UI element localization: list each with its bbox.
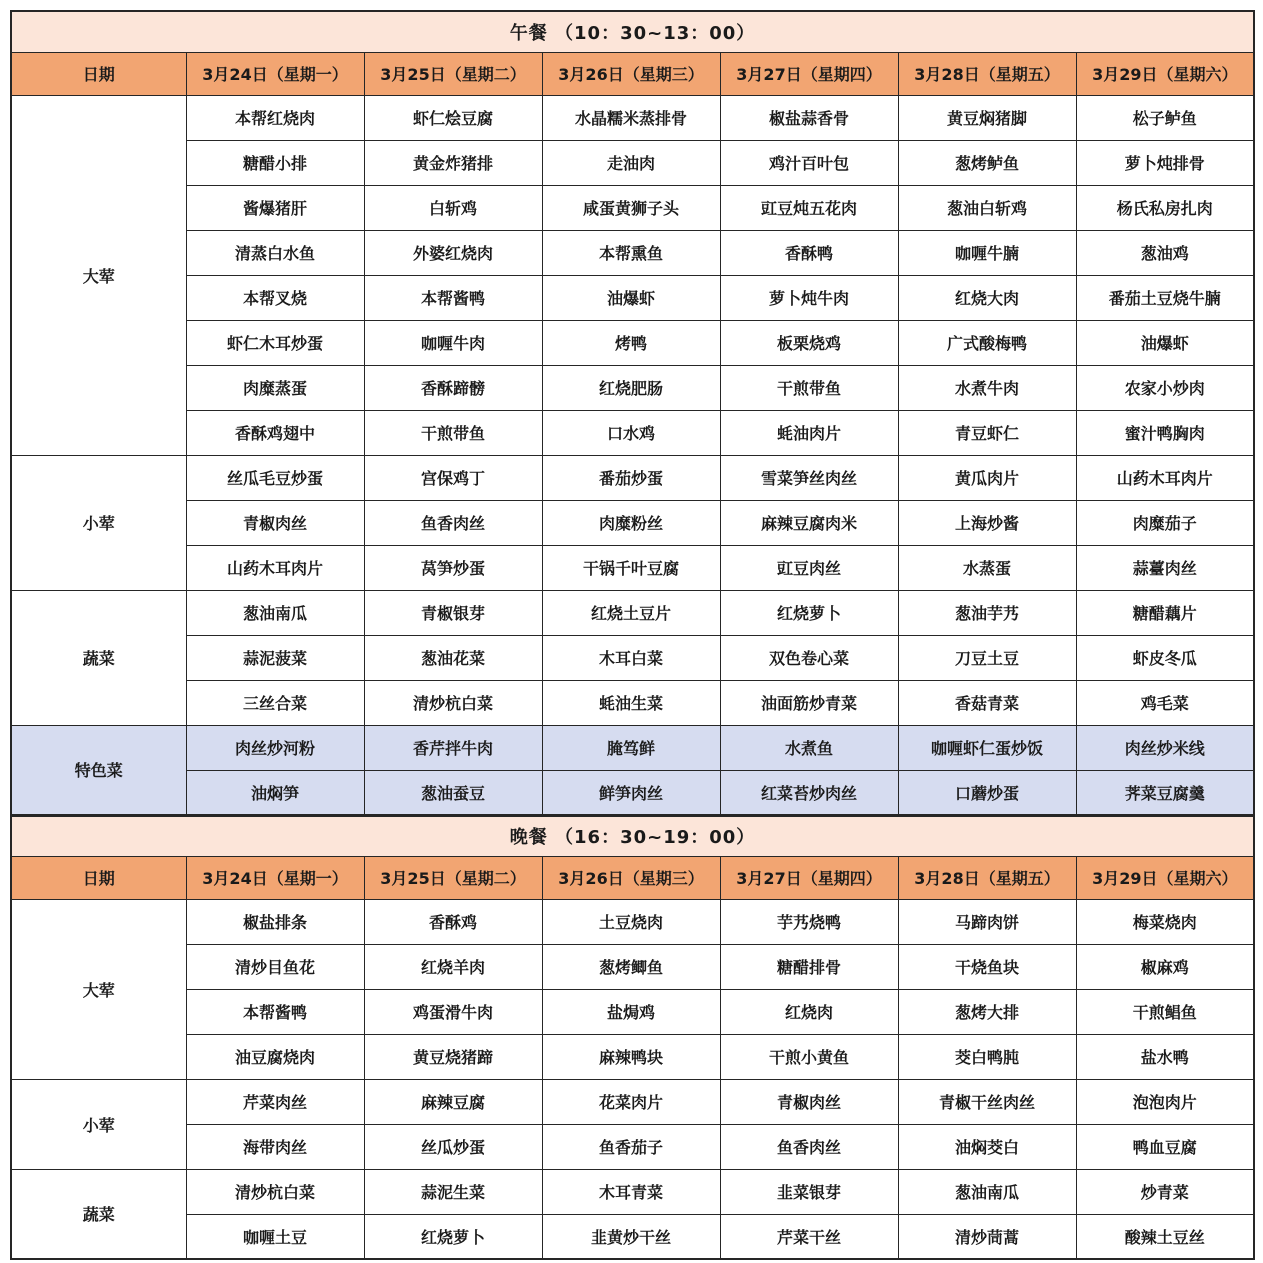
dish-cell: 咖喱牛肉: [364, 320, 542, 365]
category-label-cell: 大荤: [11, 95, 186, 455]
category-label-cell: 小荤: [11, 455, 186, 590]
day-header-cell: 3月27日（星期四）: [720, 856, 898, 899]
dish-cell: 葱油花菜: [364, 635, 542, 680]
dish-cell: 蚝油生菜: [542, 680, 720, 725]
meal-title: 晚餐 （16：30~19：00）: [11, 815, 1254, 856]
dish-cell: 豇豆炖五花肉: [720, 185, 898, 230]
dish-cell: 广式酸梅鸭: [898, 320, 1076, 365]
menu-row: [11, 500, 1254, 545]
dish-cell: 宫保鸡丁: [364, 455, 542, 500]
dish-cell: 泡泡肉片: [1076, 1079, 1254, 1124]
menu-row: [11, 944, 1254, 989]
menu-row: [11, 275, 1254, 320]
dish-cell: 红烧羊肉: [364, 944, 542, 989]
dish-cell: 双色卷心菜: [720, 635, 898, 680]
dish-cell: 青椒肉丝: [186, 500, 364, 545]
dish-cell: 木耳青菜: [542, 1169, 720, 1214]
dish-cell: 板栗烧鸡: [720, 320, 898, 365]
menu-row: [11, 95, 1254, 140]
menu-table-body: [11, 11, 1254, 1259]
dish-cell: 干煎小黄鱼: [720, 1034, 898, 1079]
dish-cell: 酸辣土豆丝: [1076, 1214, 1254, 1259]
dish-cell: 木耳白菜: [542, 635, 720, 680]
dish-cell: 蒜泥菠菜: [186, 635, 364, 680]
dish-cell: 水煮牛肉: [898, 365, 1076, 410]
dish-cell: 蒜泥生菜: [364, 1169, 542, 1214]
dish-cell: 青椒银芽: [364, 590, 542, 635]
dish-cell: 本帮熏鱼: [542, 230, 720, 275]
dish-cell: 本帮叉烧: [186, 275, 364, 320]
dish-cell: 肉糜茄子: [1076, 500, 1254, 545]
dish-cell: 鸡毛菜: [1076, 680, 1254, 725]
dish-cell: 芋艿烧鸭: [720, 899, 898, 944]
dish-cell: 干煎带鱼: [720, 365, 898, 410]
menu-row: [11, 365, 1254, 410]
dish-cell: 上海炒酱: [898, 500, 1076, 545]
dish-cell: 咖喱牛腩: [898, 230, 1076, 275]
meal-title-row: [11, 815, 1254, 856]
dish-cell: 茭白鸭肫: [898, 1034, 1076, 1079]
dish-cell: 椒盐排条: [186, 899, 364, 944]
dish-cell: 萝卜炖牛肉: [720, 275, 898, 320]
dish-cell: 韭黄炒干丝: [542, 1214, 720, 1259]
dish-cell: 虾仁烩豆腐: [364, 95, 542, 140]
dish-cell: 葱油蚕豆: [364, 770, 542, 815]
dish-cell: 香菇青菜: [898, 680, 1076, 725]
day-header-cell: 3月29日（星期六）: [1076, 856, 1254, 899]
dish-cell: 清炒杭白菜: [186, 1169, 364, 1214]
dish-cell: 蚝油肉片: [720, 410, 898, 455]
dish-cell: 红烧萝卜: [720, 590, 898, 635]
day-header-cell: 3月26日（星期三）: [542, 52, 720, 95]
category-label-cell: 特色菜: [11, 725, 186, 815]
category-label-cell: 蔬菜: [11, 590, 186, 725]
dish-cell: 葱烤鲫鱼: [542, 944, 720, 989]
dish-cell: 椒盐蒜香骨: [720, 95, 898, 140]
dish-cell: 油焖茭白: [898, 1124, 1076, 1169]
dish-cell: 松子鲈鱼: [1076, 95, 1254, 140]
dish-cell: 肉糜蒸蛋: [186, 365, 364, 410]
dish-cell: 口蘑炒蛋: [898, 770, 1076, 815]
date-label-header-cell: 日期: [11, 52, 186, 95]
dish-cell: 本帮酱鸭: [364, 275, 542, 320]
day-header-cell: 3月24日（星期一）: [186, 856, 364, 899]
dish-cell: 腌笃鲜: [542, 725, 720, 770]
dish-cell: 咖喱虾仁蛋炒饭: [898, 725, 1076, 770]
dish-cell: 青椒干丝肉丝: [898, 1079, 1076, 1124]
dish-cell: 葱油鸡: [1076, 230, 1254, 275]
dish-cell: 油爆虾: [542, 275, 720, 320]
dish-cell: 清炒杭白菜: [364, 680, 542, 725]
dish-cell: 清炒茼蒿: [898, 1214, 1076, 1259]
dish-cell: 水晶糯米蒸排骨: [542, 95, 720, 140]
dish-cell: 黄豆焖猪脚: [898, 95, 1076, 140]
dish-cell: 鲜笋肉丝: [542, 770, 720, 815]
dish-cell: 虾仁木耳炒蛋: [186, 320, 364, 365]
dish-cell: 白斩鸡: [364, 185, 542, 230]
menu-row: [11, 320, 1254, 365]
dish-cell: 番茄土豆烧牛腩: [1076, 275, 1254, 320]
dish-cell: 红烧肥肠: [542, 365, 720, 410]
dish-cell: 黄瓜肉片: [898, 455, 1076, 500]
date-header-row: [11, 52, 1254, 95]
dish-cell: 香酥鸡翅中: [186, 410, 364, 455]
dish-cell: 外婆红烧肉: [364, 230, 542, 275]
menu-row: [11, 725, 1254, 770]
menu-row: [11, 1079, 1254, 1124]
dish-cell: 番茄炒蛋: [542, 455, 720, 500]
dish-cell: 烤鸭: [542, 320, 720, 365]
dish-cell: 荠菜豆腐羹: [1076, 770, 1254, 815]
dish-cell: 萝卜炖排骨: [1076, 140, 1254, 185]
menu-row: [11, 230, 1254, 275]
day-header-cell: 3月29日（星期六）: [1076, 52, 1254, 95]
dish-cell: 口水鸡: [542, 410, 720, 455]
dish-cell: 海带肉丝: [186, 1124, 364, 1169]
menu-row: [11, 410, 1254, 455]
dish-cell: 鸭血豆腐: [1076, 1124, 1254, 1169]
dish-cell: 青豆虾仁: [898, 410, 1076, 455]
dish-cell: 虾皮冬瓜: [1076, 635, 1254, 680]
menu-row: [11, 899, 1254, 944]
dish-cell: 椒麻鸡: [1076, 944, 1254, 989]
dish-cell: 葱油白斩鸡: [898, 185, 1076, 230]
dish-cell: 糖醋排骨: [720, 944, 898, 989]
dish-cell: 鸡汁百叶包: [720, 140, 898, 185]
dish-cell: 麻辣鸭块: [542, 1034, 720, 1079]
menu-row: [11, 989, 1254, 1034]
dish-cell: 梅菜烧肉: [1076, 899, 1254, 944]
dish-cell: 水蒸蛋: [898, 545, 1076, 590]
dish-cell: 葱油南瓜: [898, 1169, 1076, 1214]
dish-cell: 花菜肉片: [542, 1079, 720, 1124]
category-label-cell: 小荤: [11, 1079, 186, 1169]
menu-row: [11, 1034, 1254, 1079]
dish-cell: 鱼香肉丝: [364, 500, 542, 545]
day-header-cell: 3月25日（星期二）: [364, 856, 542, 899]
dish-cell: 糖醋小排: [186, 140, 364, 185]
dish-cell: 鱼香肉丝: [720, 1124, 898, 1169]
meal-title-row: [11, 11, 1254, 52]
dish-cell: 雪菜笋丝肉丝: [720, 455, 898, 500]
menu-row: [11, 1214, 1254, 1259]
dish-cell: 马蹄肉饼: [898, 899, 1076, 944]
dish-cell: 葱烤鲈鱼: [898, 140, 1076, 185]
menu-table: [10, 10, 1255, 1260]
dish-cell: 三丝合菜: [186, 680, 364, 725]
dish-cell: 山药木耳肉片: [1076, 455, 1254, 500]
menu-row: [11, 185, 1254, 230]
dish-cell: 酱爆猪肝: [186, 185, 364, 230]
dish-cell: 丝瓜毛豆炒蛋: [186, 455, 364, 500]
dish-cell: 鸡蛋滑牛肉: [364, 989, 542, 1034]
dish-cell: 糖醋藕片: [1076, 590, 1254, 635]
dish-cell: 香芹拌牛肉: [364, 725, 542, 770]
dish-cell: 炒青菜: [1076, 1169, 1254, 1214]
menu-row: [11, 1124, 1254, 1169]
dish-cell: 丝瓜炒蛋: [364, 1124, 542, 1169]
day-header-cell: 3月24日（星期一）: [186, 52, 364, 95]
dish-cell: 豇豆肉丝: [720, 545, 898, 590]
dish-cell: 红烧土豆片: [542, 590, 720, 635]
dish-cell: 香酥蹄髈: [364, 365, 542, 410]
category-label-cell: 蔬菜: [11, 1169, 186, 1259]
dish-cell: 莴笋炒蛋: [364, 545, 542, 590]
dish-cell: 油爆虾: [1076, 320, 1254, 365]
menu-row: [11, 635, 1254, 680]
category-label-cell: 大荤: [11, 899, 186, 1079]
dish-cell: 干煎带鱼: [364, 410, 542, 455]
dish-cell: 盐水鸭: [1076, 1034, 1254, 1079]
dish-cell: 香酥鸭: [720, 230, 898, 275]
dish-cell: 韭菜银芽: [720, 1169, 898, 1214]
menu-row: [11, 590, 1254, 635]
dish-cell: 葱油芋艿: [898, 590, 1076, 635]
dish-cell: 葱油南瓜: [186, 590, 364, 635]
dish-cell: 油面筋炒青菜: [720, 680, 898, 725]
dish-cell: 清蒸白水鱼: [186, 230, 364, 275]
day-header-cell: 3月27日（星期四）: [720, 52, 898, 95]
day-header-cell: 3月28日（星期五）: [898, 52, 1076, 95]
dish-cell: 红烧萝卜: [364, 1214, 542, 1259]
dish-cell: 鱼香茄子: [542, 1124, 720, 1169]
dish-cell: 红烧肉: [720, 989, 898, 1034]
dish-cell: 蜜汁鸭胸肉: [1076, 410, 1254, 455]
dish-cell: 香酥鸡: [364, 899, 542, 944]
dish-cell: 水煮鱼: [720, 725, 898, 770]
dish-cell: 黄金炸猪排: [364, 140, 542, 185]
day-header-cell: 3月25日（星期二）: [364, 52, 542, 95]
dish-cell: 青椒肉丝: [720, 1079, 898, 1124]
dish-cell: 芹菜干丝: [720, 1214, 898, 1259]
dish-cell: 本帮红烧肉: [186, 95, 364, 140]
dish-cell: 干锅千叶豆腐: [542, 545, 720, 590]
menu-row: [11, 140, 1254, 185]
menu-row: [11, 455, 1254, 500]
dish-cell: 红烧大肉: [898, 275, 1076, 320]
day-header-cell: 3月26日（星期三）: [542, 856, 720, 899]
dish-cell: 农家小炒肉: [1076, 365, 1254, 410]
dish-cell: 红菜苔炒肉丝: [720, 770, 898, 815]
dish-cell: 干烧鱼块: [898, 944, 1076, 989]
dish-cell: 麻辣豆腐: [364, 1079, 542, 1124]
dish-cell: 咸蛋黄狮子头: [542, 185, 720, 230]
dish-cell: 土豆烧肉: [542, 899, 720, 944]
dish-cell: 清炒目鱼花: [186, 944, 364, 989]
dish-cell: 本帮酱鸭: [186, 989, 364, 1034]
dish-cell: 葱烤大排: [898, 989, 1076, 1034]
dish-cell: 杨氏私房扎肉: [1076, 185, 1254, 230]
dish-cell: 干煎鲳鱼: [1076, 989, 1254, 1034]
dish-cell: 麻辣豆腐肉米: [720, 500, 898, 545]
dish-cell: 盐焗鸡: [542, 989, 720, 1034]
dish-cell: 走油肉: [542, 140, 720, 185]
dish-cell: 咖喱土豆: [186, 1214, 364, 1259]
day-header-cell: 3月28日（星期五）: [898, 856, 1076, 899]
date-header-row: [11, 856, 1254, 899]
dish-cell: 蒜薹肉丝: [1076, 545, 1254, 590]
date-label-header-cell: 日期: [11, 856, 186, 899]
dish-cell: 肉糜粉丝: [542, 500, 720, 545]
menu-row: [11, 545, 1254, 590]
dish-cell: 油豆腐烧肉: [186, 1034, 364, 1079]
meal-title: 午餐 （10：30~13：00）: [11, 11, 1254, 52]
dish-cell: 黄豆烧猪蹄: [364, 1034, 542, 1079]
dish-cell: 刀豆土豆: [898, 635, 1076, 680]
dish-cell: 芹菜肉丝: [186, 1079, 364, 1124]
dish-cell: 山药木耳肉片: [186, 545, 364, 590]
menu-row: [11, 1169, 1254, 1214]
menu-row: [11, 770, 1254, 815]
menu-row: [11, 680, 1254, 725]
dish-cell: 油焖笋: [186, 770, 364, 815]
dish-cell: 肉丝炒米线: [1076, 725, 1254, 770]
dish-cell: 肉丝炒河粉: [186, 725, 364, 770]
